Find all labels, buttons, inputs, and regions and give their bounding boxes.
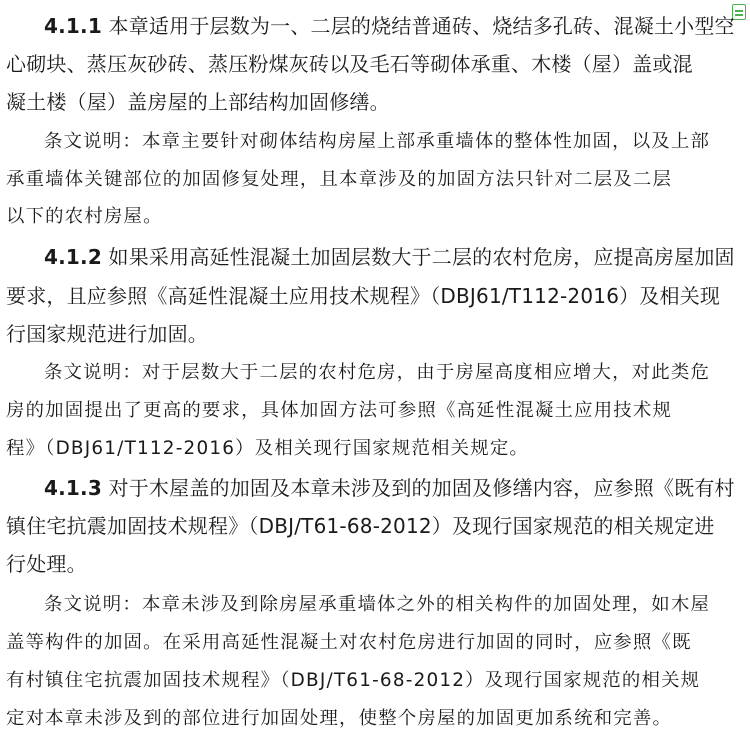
note-line: 以下的农村房屋。 (6, 206, 163, 227)
note-line: 条文说明：本章未涉及到除房屋承重墙体之外的相关构件的加固处理，如木屋 (44, 594, 711, 615)
clause-line (44, 470, 735, 506)
clause-line (44, 8, 735, 44)
clause-line: 要求，且应参照《高延性混凝土应用技术规程》（DBJ61/T112-2016）及相关现 (6, 284, 721, 308)
clause-line: 镇住宅抗震加固技术规程》（DBJ/T61-68-2012）及现行国家规范的相关规定进 (6, 514, 715, 538)
note-line: 定对本章未涉及到的部位进行加固处理，使整个房屋的加固更加系统和完善。 (6, 708, 673, 729)
clause-text: 本章适用于层数为一、二层的烧结普通砖、烧结多孔砖、混凝土小型空 (108, 14, 735, 38)
clause-line: 心砌块、蒸压灰砂砖、蒸压粉煤灰砖以及毛石等砌体承重、木楼（屋）盖或混 (6, 52, 693, 76)
note-line: 承重墙体关键部位的加固修复处理，且本章涉及的加固方法只针对二层及二层 (6, 169, 673, 190)
clause-number: 4.1.3 (44, 476, 102, 500)
clause-line: 行处理。 (6, 552, 87, 576)
clause-line: 凝土楼（屋）盖房屋的上部结构加固修缮。 (6, 90, 390, 114)
clause-text: 如果采用高延性混凝土加固层数大于二层的农村危房，应提高房屋加固 (108, 245, 735, 269)
note-line: 程》（DBJ61/T112-2016）及相关现行国家规范相关规定。 (6, 438, 530, 459)
note-line: 有村镇住宅抗震加固技术规程》（DBJ/T61-68-2012）及现行国家规范的相关规 (6, 670, 701, 691)
clause-number: 4.1.2 (44, 245, 102, 269)
note-line: 盖等构件的加固。在采用高延性混凝土对农村危房进行加固的同时，应参照《既 (6, 632, 692, 653)
note-line: 房的加固提出了更高的要求，具体加固方法可参照《高延性混凝土应用技术规 (6, 400, 673, 421)
clause-text: 对于木屋盖的加固及本章未涉及到的加固及修缮内容，应参照《既有村 (108, 476, 735, 500)
clause-line (44, 239, 735, 275)
clause-line: 行国家规范进行加固。 (6, 322, 208, 346)
note-line: 条文说明：对于层数大于二层的农村危房，由于房屋高度相应增大，对此类危 (44, 362, 711, 383)
note-line: 条文说明：本章主要针对砌体结构房屋上部承重墙体的整体性加固，以及上部 (44, 131, 711, 152)
clause-number: 4.1.1 (44, 14, 102, 38)
